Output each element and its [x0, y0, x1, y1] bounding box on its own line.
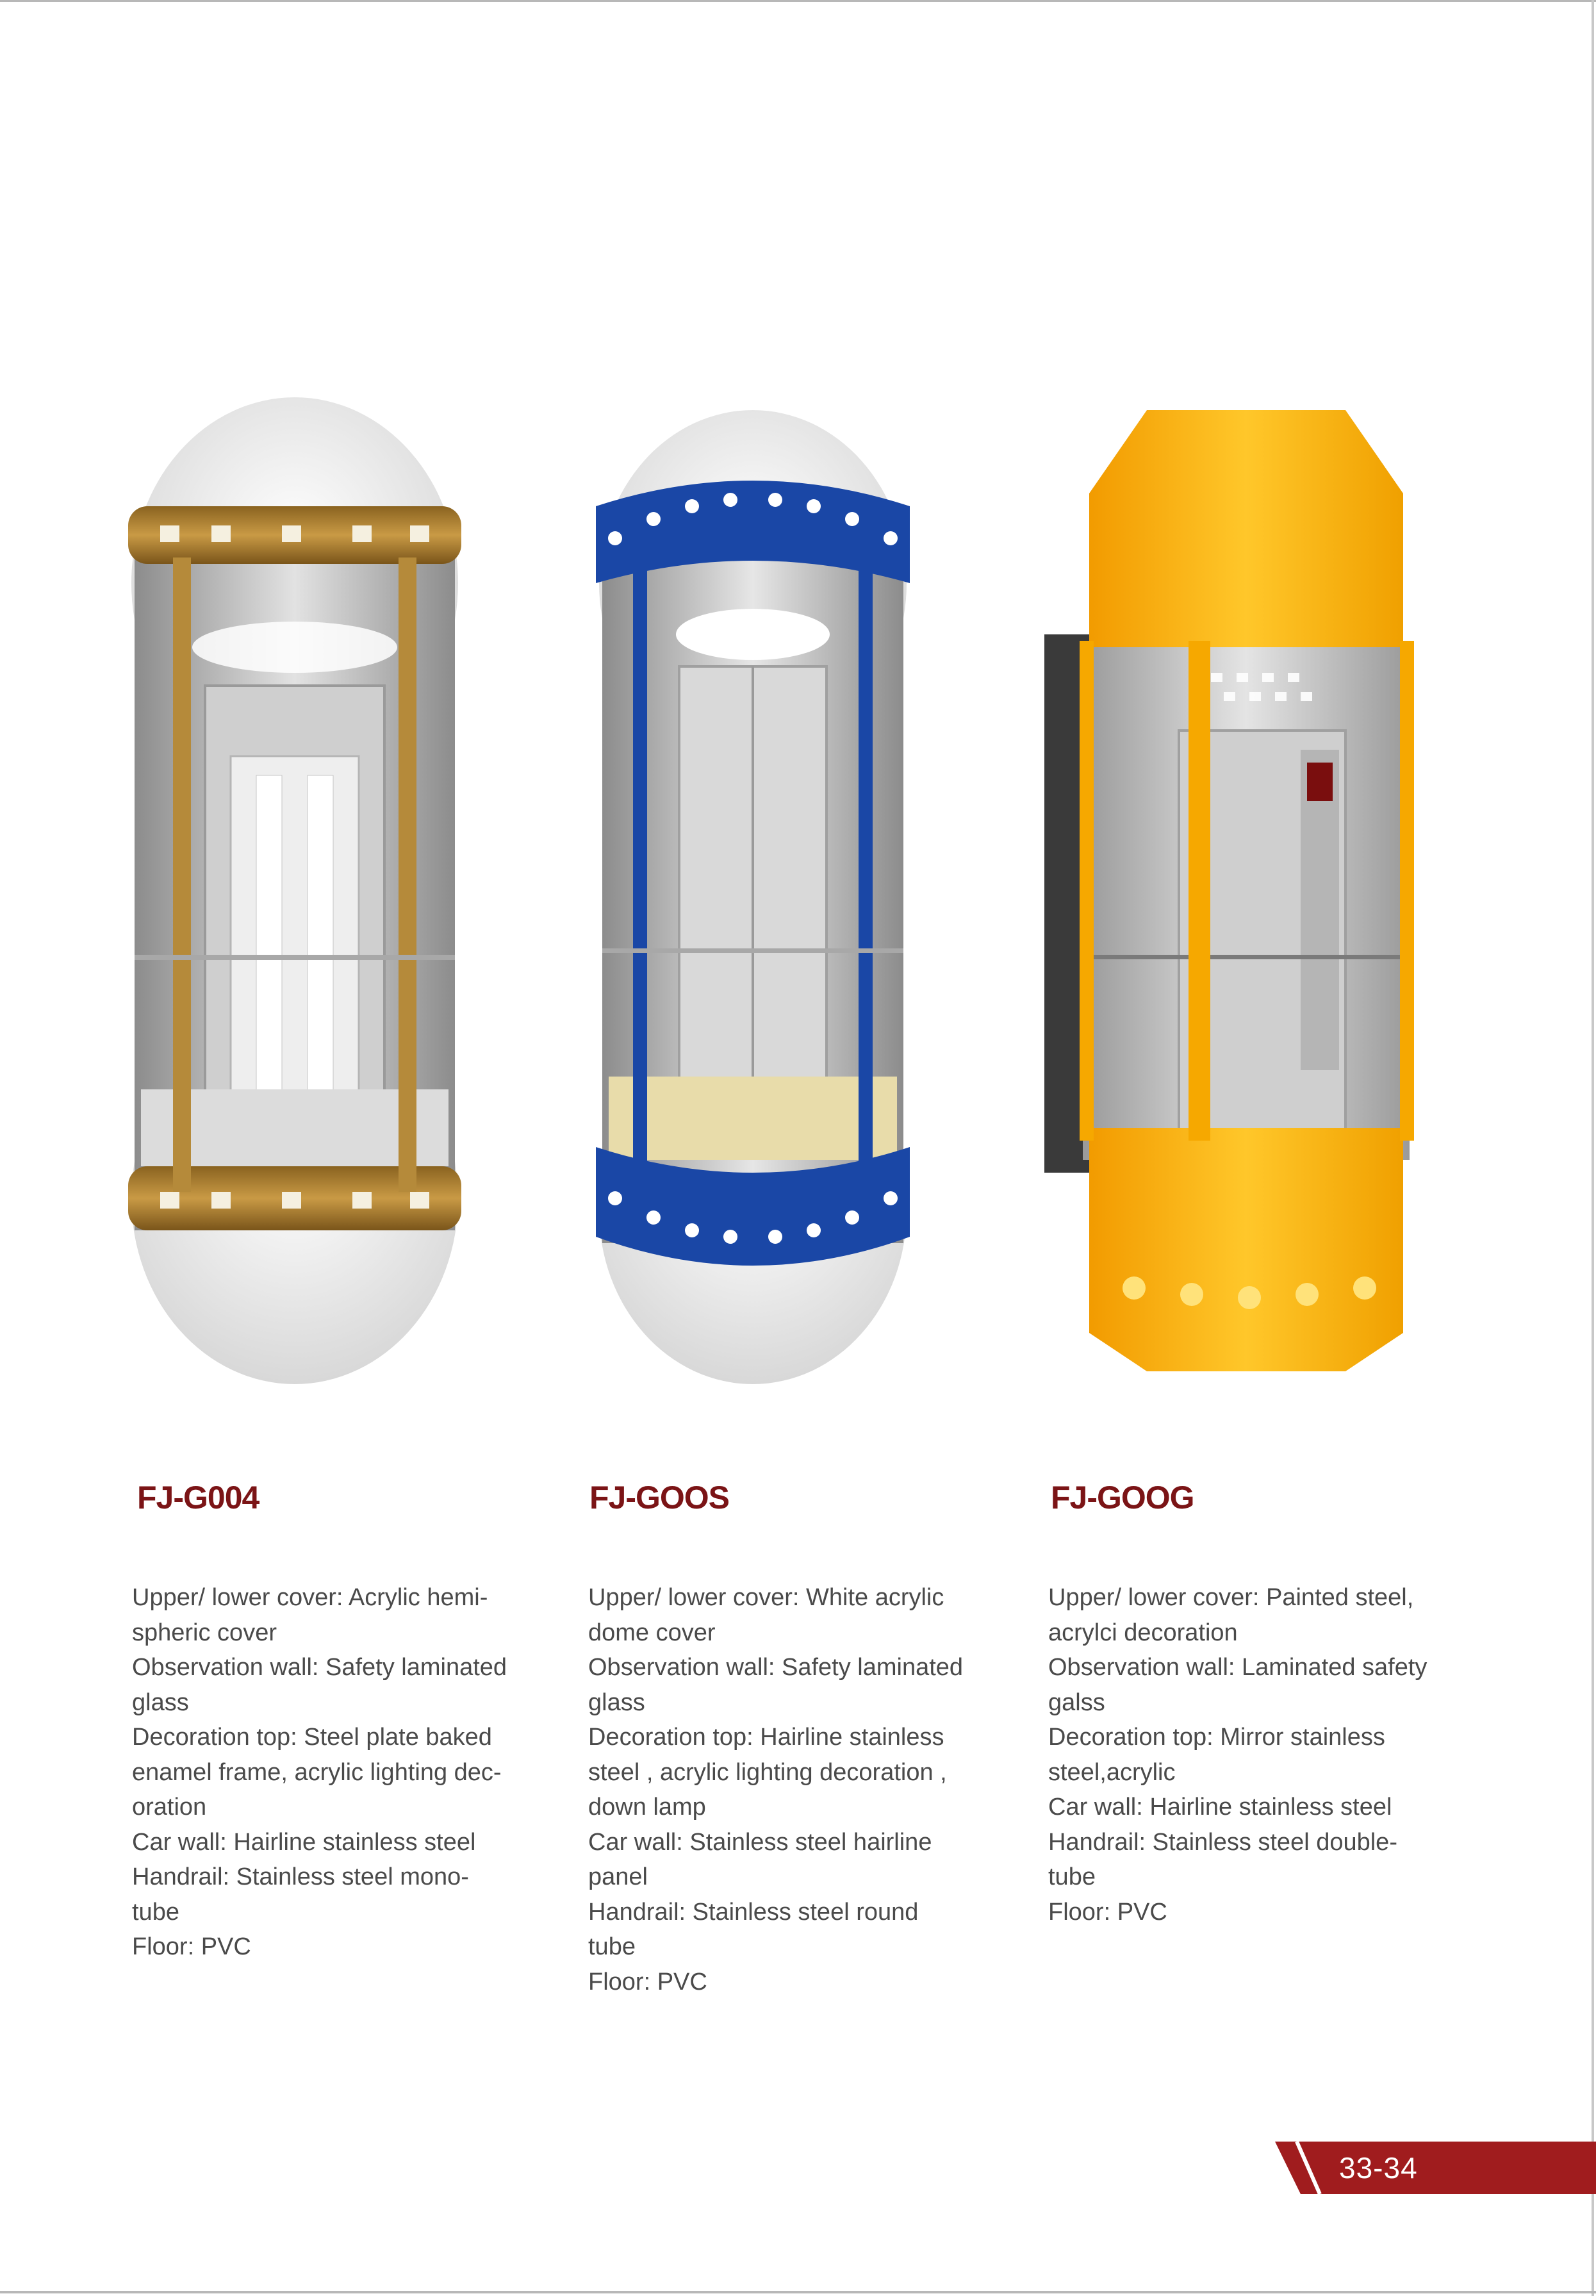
spec-line: Floor: PVC: [132, 1933, 251, 1960]
spec-line: enamel frame, acrylic lighting dec-: [132, 1758, 502, 1786]
spec-line: tube: [1048, 1863, 1096, 1890]
page-bottom-border: [0, 2291, 1596, 2293]
page-right-border: [1592, 0, 1594, 2296]
page-number: 33-34: [1339, 2151, 1418, 2185]
spec-line: spheric cover: [132, 1619, 277, 1646]
gold-elevator-illustration: [122, 397, 468, 1384]
spec-line: Upper/ lower cover: White acrylic: [588, 1584, 944, 1611]
page-tab-shape: [1275, 2142, 1596, 2194]
spec-line: galss: [1048, 1689, 1105, 1716]
page-number-tab: [1275, 2142, 1596, 2194]
spec-line: Car wall: Hairline stainless steel: [1048, 1794, 1392, 1821]
spec-line: glass: [588, 1689, 645, 1716]
spec-line: Handrail: Stainless steel mono-: [132, 1863, 469, 1890]
spec-line: Decoration top: Hairline stainless: [588, 1724, 944, 1751]
product-image-fj-g004: [122, 397, 468, 1384]
blue-elevator-illustration: [589, 410, 916, 1384]
product-code-fj-g004: FJ-G004: [137, 1480, 259, 1516]
spec-line: Handrail: Stainless steel double-: [1048, 1828, 1397, 1856]
spec-line: Decoration top: Mirror stainless: [1048, 1724, 1385, 1751]
spec-line: Decoration top: Steel plate baked: [132, 1724, 492, 1751]
spec-line: steel,acrylic: [1048, 1758, 1176, 1786]
spec-line: Upper/ lower cover: Painted steel,: [1048, 1584, 1414, 1611]
product-specs-fj-goog: [1048, 1580, 1433, 1929]
spec-line: Floor: PVC: [588, 1968, 707, 1995]
spec-line: Handrail: Stainless steel round: [588, 1898, 919, 1926]
spec-line: acrylci decoration: [1048, 1619, 1238, 1646]
spec-line: Observation wall: Safety laminated: [132, 1654, 507, 1681]
spec-line: down lamp: [588, 1794, 706, 1821]
spec-line: Upper/ lower cover: Acrylic hemi-: [132, 1584, 488, 1611]
product-code-fj-goos: FJ-GOOS: [589, 1480, 730, 1516]
spec-line: steel , acrylic lighting decoration ,: [588, 1758, 947, 1786]
spec-line: tube: [132, 1898, 179, 1926]
spec-line: Car wall: Hairline stainless steel: [132, 1828, 476, 1856]
spec-line: panel: [588, 1863, 648, 1890]
yellow-elevator-illustration: [1044, 404, 1448, 1378]
spec-line: Car wall: Stainless steel hairline: [588, 1828, 932, 1856]
spec-line: Floor: PVC: [1048, 1898, 1167, 1926]
spec-line: oration: [132, 1794, 207, 1821]
product-specs-fj-g004: [132, 1580, 516, 1965]
spec-line: Observation wall: Safety laminated: [588, 1654, 964, 1681]
spec-line: dome cover: [588, 1619, 716, 1646]
spec-line: Observation wall: Laminated safety: [1048, 1654, 1427, 1681]
product-image-fj-goog: [1044, 404, 1448, 1378]
spec-line: glass: [132, 1689, 189, 1716]
page-top-border: [0, 0, 1596, 2]
product-specs-fj-goos: [588, 1580, 973, 1999]
product-image-fj-goos: [589, 410, 916, 1384]
spec-line: tube: [588, 1933, 636, 1960]
product-code-fj-goog: FJ-GOOG: [1051, 1480, 1194, 1516]
